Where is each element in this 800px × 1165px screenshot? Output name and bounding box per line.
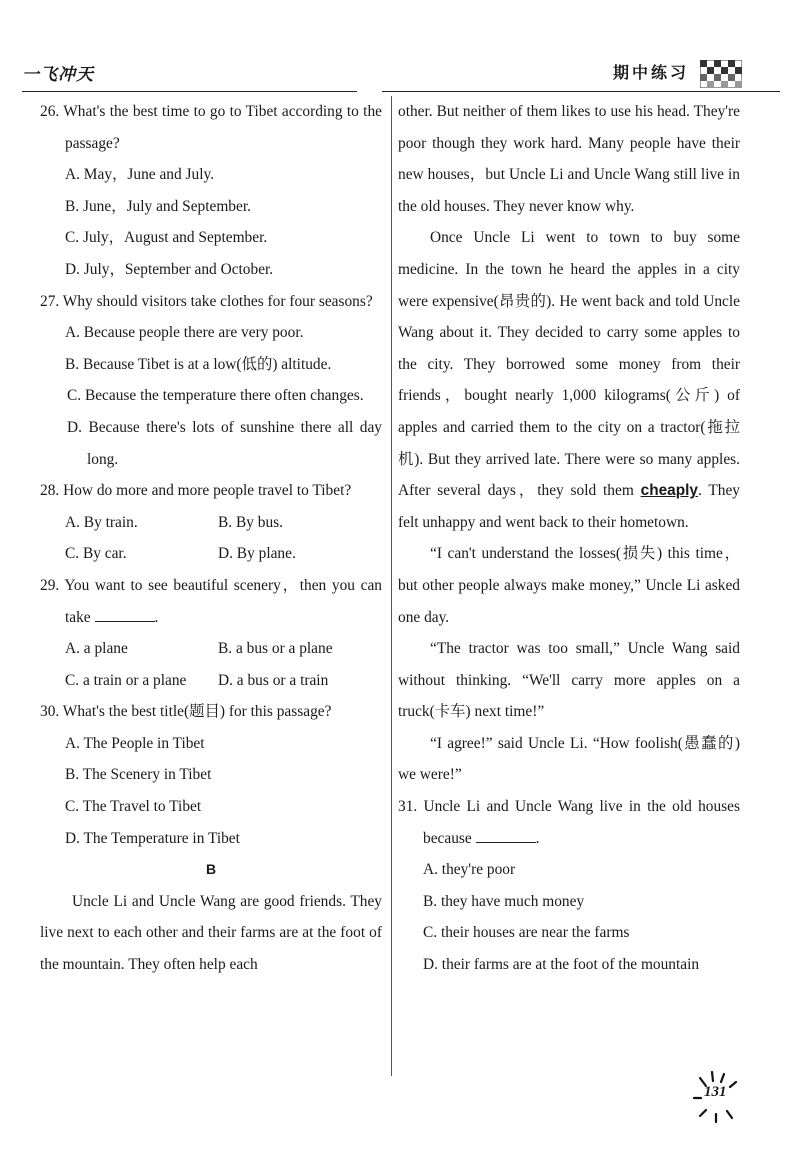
q27-option-d: D. Because there's lots of sunshine there all day long. bbox=[67, 418, 382, 468]
question-31 bbox=[398, 791, 740, 854]
q31-option-c: C. their houses are near the farms bbox=[423, 924, 630, 942]
q28-option-b: B. By bus. bbox=[218, 513, 283, 531]
question-28: 28. How do more and more people travel to Tibet? bbox=[40, 482, 352, 500]
q26-option-c: C. July，August and September. bbox=[65, 229, 268, 247]
header-rule-left bbox=[22, 91, 357, 92]
q28-option-c: C. By car. bbox=[65, 545, 127, 563]
passage-b-paragraph-1-end: other. But neither of them likes to use his head. They're poor though they work hard. Many people have their new houses，but Uncle Li and Uncle Wang still live in the old houses. They never know why. bbox=[398, 103, 740, 215]
page-number-badge bbox=[690, 1068, 746, 1128]
paragraph-2-text: Once Uncle Li went to town to buy some medicine. In the town he heard the apples in a city were expensive(昂贵的). He went back and told Uncle Wang about it. They decided to carry some apples to the city. They borrowed some money from their friends，bought nearly 1,000 kilograms(公斤) of apples and carried them to the city on a tractor(拖拉机). But they arrived late. There were so many apples. After several days，they sold them bbox=[398, 229, 740, 500]
q29-option-d: D. a bus or a train bbox=[218, 671, 329, 689]
q29-option-b: B. a bus or a plane bbox=[218, 640, 333, 658]
q31-option-b: B. they have much money bbox=[423, 892, 585, 910]
q31-option-a: A. they're poor bbox=[423, 861, 516, 879]
passage-b-paragraph-1-start: Uncle Li and Uncle Wang are good friends. They live next to each other and their farms are at the foot of the mountain. They often help each bbox=[40, 892, 382, 974]
right-column bbox=[398, 96, 740, 981]
brand-title: 一飞冲天 bbox=[22, 65, 94, 85]
q27-option-b: B. Because Tibet is at a low(低的) altitude. bbox=[65, 355, 332, 373]
q28-option-d: D. By plane. bbox=[218, 545, 296, 563]
q31-text-end: . bbox=[535, 829, 540, 847]
q28-option-a: A. By train. bbox=[65, 513, 138, 531]
q26-option-a: A. May，June and July. bbox=[65, 166, 215, 184]
question-26: 26. What's the best time to go to Tibet according to the passage? bbox=[40, 103, 382, 152]
page-number: 131 bbox=[704, 1084, 727, 1100]
question-30: 30. What's the best title(题目) for this passage? bbox=[40, 703, 332, 721]
q31-text: 31. Uncle Li and Uncle Wang live in the old houses because bbox=[398, 798, 740, 847]
passage-b-paragraph-5: “I agree!” said Uncle Li. “How foolish(愚蠢的) we were!” bbox=[398, 734, 740, 784]
q30-option-a: A. The People in Tibet bbox=[65, 734, 205, 752]
q30-option-c: C. The Travel to Tibet bbox=[65, 798, 202, 816]
q30-option-d: D. The Temperature in Tibet bbox=[65, 829, 240, 847]
q29-option-a: A. a plane bbox=[65, 640, 128, 658]
page-header bbox=[0, 0, 800, 100]
header-rule-right bbox=[382, 91, 780, 92]
q31-blank bbox=[476, 826, 536, 843]
question-29 bbox=[40, 570, 382, 633]
paragraph-2-text-end: . They felt unhappy and went back to their hometown. bbox=[398, 482, 740, 531]
q29-text-end: . bbox=[154, 608, 159, 626]
q29-option-c: C. a train or a plane bbox=[65, 671, 187, 689]
q29-options-row-1 bbox=[40, 633, 382, 665]
section-b-heading: B bbox=[205, 861, 217, 878]
emphasized-word-cheaply: cheaply bbox=[640, 482, 698, 500]
q28-options-row-2 bbox=[40, 538, 382, 570]
q31-option-d: D. their farms are at the foot of the mountain bbox=[423, 956, 700, 974]
q30-option-b: B. The Scenery in Tibet bbox=[65, 766, 212, 784]
q26-option-b: B. June，July and September. bbox=[65, 197, 251, 215]
q28-options-row-1 bbox=[40, 507, 382, 539]
section-title: 期中练习 bbox=[613, 63, 690, 82]
q27-option-c: C. Because the temperature there often changes. bbox=[67, 387, 364, 405]
q29-blank bbox=[95, 605, 155, 622]
q29-text: 29. You want to see beautiful scenery，then you can take bbox=[40, 576, 382, 626]
q26-option-d: D. July，September and October. bbox=[65, 260, 274, 278]
checker-pattern-icon bbox=[700, 60, 742, 88]
passage-b-paragraph-2 bbox=[398, 222, 740, 538]
q27-option-a: A. Because people there are very poor. bbox=[65, 324, 304, 342]
passage-b-paragraph-3: “I can't understand the losses(损失) this time，but other people always make money,” Uncle Li asked one day. bbox=[398, 545, 740, 626]
question-27: 27. Why should visitors take clothes for four seasons? bbox=[40, 292, 373, 310]
left-column bbox=[40, 96, 382, 981]
passage-b-paragraph-4: “The tractor was too small,” Uncle Wang said without thinking. “We'll carry more apples on a truck(卡车) next time!” bbox=[398, 640, 740, 721]
q29-options-row-2 bbox=[40, 665, 382, 697]
column-divider bbox=[391, 96, 392, 1076]
